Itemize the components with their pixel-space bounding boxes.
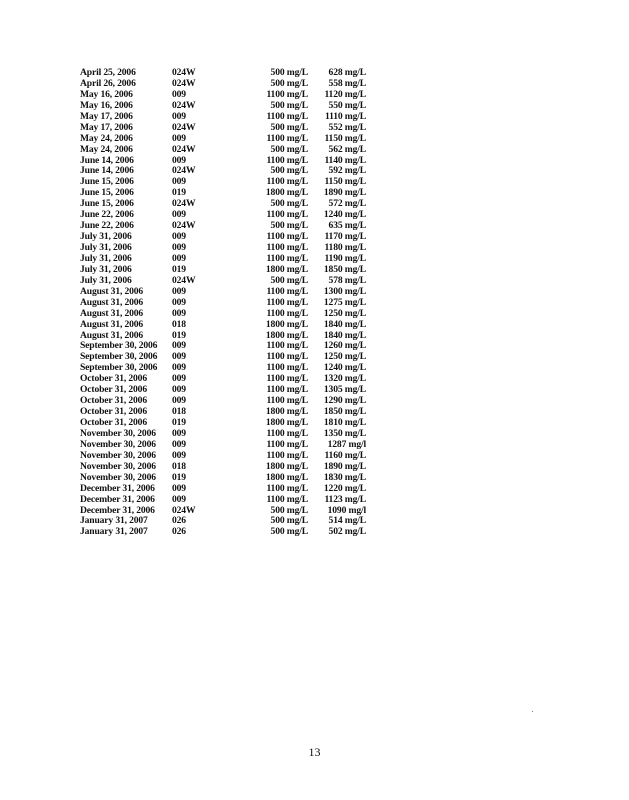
outfall-cell: 018 [172,460,186,472]
limit-cell: 1100 mg/L [266,231,308,243]
limit-cell: 1800 mg/L [265,318,308,330]
result-cell: 1240 mg/L [323,209,366,221]
outfall-cell: 009 [172,231,186,243]
result-cell: 1250 mg/L [323,351,366,363]
limit-cell: 1800 mg/L [265,417,308,428]
outfall-cell: 019 [172,263,186,275]
sample-date-cell: January 31, 2007 [80,515,148,527]
limit-cell: 500 mg/L [270,165,308,177]
sample-results-table [80,68,370,538]
sample-date-cell: November 30, 2006 [80,438,156,450]
limit-cell: 1100 mg/L [266,449,308,461]
limit-cell: 500 mg/L [270,121,308,133]
sample-date-cell: May 16, 2006 [80,99,133,111]
outfall-cell: 009 [172,427,186,439]
limit-cell: 1800 mg/L [265,460,308,472]
limit-cell: 1100 mg/L [266,176,308,188]
result-cell: 1110 mg/L [324,110,366,122]
table-row [80,298,370,309]
limit-cell: 1100 mg/L [266,132,308,144]
sample-date-cell: July 31, 2006 [80,242,132,253]
outfall-cell: 019 [172,329,186,341]
result-cell: 572 mg/L [328,198,366,210]
outfall-cell: 019 [172,471,186,483]
result-cell: 1090 mg/l [327,504,366,516]
sample-date-cell: December 31, 2006 [80,504,155,516]
result-cell: 1170 mg/L [324,231,366,243]
result-cell: 1140 mg/L [324,154,366,166]
table-row [80,309,370,320]
outfall-cell: 024W [172,67,196,78]
result-cell: 1890 mg/L [323,460,366,472]
table-row [80,473,370,484]
limit-cell: 500 mg/L [270,67,308,78]
outfall-cell: 009 [172,340,186,352]
limit-cell: 1100 mg/L [266,285,308,297]
limit-cell: 500 mg/L [270,274,308,286]
table-row [80,484,370,495]
table-row [80,123,370,134]
outfall-cell: 009 [172,296,186,308]
sample-date-cell: August 31, 2006 [80,307,144,319]
outfall-cell: 009 [172,395,186,407]
limit-cell: 1800 mg/L [265,263,308,275]
limit-cell: 500 mg/L [270,99,308,111]
sample-date-cell: August 31, 2006 [80,329,144,341]
outfall-cell: 009 [172,362,186,374]
sample-date-cell: July 31, 2006 [80,263,132,275]
result-cell: 552 mg/L [328,121,366,133]
outfall-cell: 009 [172,493,186,505]
sample-date-cell: June 14, 2006 [80,165,134,177]
sample-date-cell: October 31, 2006 [80,384,147,396]
outfall-cell: 009 [172,88,186,100]
outfall-cell: 026 [172,515,186,527]
sample-date-cell: October 31, 2006 [80,395,147,407]
result-cell: 502 mg/L [328,526,366,538]
result-cell: 592 mg/L [328,165,366,177]
limit-cell: 500 mg/L [270,198,308,210]
scan-speck [532,711,533,712]
result-cell: 1320 mg/L [323,373,366,385]
limit-cell: 1100 mg/L [266,438,308,450]
limit-cell: 1100 mg/L [266,110,308,122]
sample-date-cell: May 16, 2006 [80,88,133,100]
sample-date-cell: July 31, 2006 [80,231,132,243]
result-cell: 1180 mg/L [324,242,366,253]
result-cell: 1840 mg/L [323,318,366,330]
outfall-cell: 009 [172,438,186,450]
sample-date-cell: January 31, 2007 [80,526,148,538]
outfall-cell: 018 [172,406,186,418]
result-cell: 558 mg/L [328,77,366,89]
limit-cell: 1100 mg/L [266,296,308,308]
result-cell: 1260 mg/L [323,340,366,352]
outfall-cell: 009 [172,307,186,319]
sample-date-cell: June 15, 2006 [80,176,134,188]
outfall-cell: 009 [172,285,186,297]
table-row [80,145,370,156]
sample-date-cell: April 25, 2006 [80,67,136,78]
result-cell: 1150 mg/L [324,176,366,188]
result-cell: 1240 mg/L [323,362,366,374]
outfall-cell: 009 [172,482,186,494]
outfall-cell: 024W [172,99,196,111]
limit-cell: 500 mg/L [270,515,308,527]
sample-date-cell: November 30, 2006 [80,427,156,439]
sample-date-cell: June 15, 2006 [80,198,134,210]
outfall-cell: 009 [172,351,186,363]
limit-cell: 500 mg/L [270,77,308,89]
limit-cell: 1800 mg/L [265,187,308,199]
result-cell: 1840 mg/L [323,329,366,341]
page-number: 13 [308,745,321,759]
sample-date-cell: November 30, 2006 [80,460,156,472]
sample-date-cell: August 31, 2006 [80,318,144,330]
sample-date-cell: October 31, 2006 [80,406,147,418]
sample-date-cell: May 17, 2006 [80,110,133,122]
limit-cell: 1100 mg/L [266,395,308,407]
result-cell: 1275 mg/L [323,296,366,308]
result-cell: 1850 mg/L [323,263,366,275]
sample-date-cell: December 31, 2006 [80,493,155,505]
sample-date-cell: October 31, 2006 [80,373,147,385]
limit-cell: 1100 mg/L [266,351,308,363]
limit-cell: 500 mg/L [270,143,308,155]
limit-cell: 1800 mg/L [265,329,308,341]
result-cell: 1890 mg/L [323,187,366,199]
result-cell: 1290 mg/L [323,395,366,407]
result-cell: 1123 mg/L [324,493,366,505]
limit-cell: 1100 mg/L [266,340,308,352]
limit-cell: 1100 mg/L [266,252,308,264]
outfall-cell: 026 [172,526,186,538]
sample-date-cell: August 31, 2006 [80,296,144,308]
sample-date-cell: September 30, 2006 [80,362,158,374]
limit-cell: 500 mg/L [270,220,308,232]
sample-date-cell: May 24, 2006 [80,143,133,155]
sample-date-cell: May 24, 2006 [80,132,133,144]
result-cell: 1287 mg/l [327,438,366,450]
table-row [80,320,370,331]
result-cell: 635 mg/L [328,220,366,232]
outfall-cell: 009 [172,449,186,461]
result-cell: 1300 mg/L [323,285,366,297]
sample-date-cell: July 31, 2006 [80,252,132,264]
limit-cell: 1100 mg/L [266,384,308,396]
limit-cell: 1100 mg/L [266,362,308,374]
outfall-cell: 009 [172,132,186,144]
sample-date-cell: August 31, 2006 [80,285,144,297]
outfall-cell: 009 [172,110,186,122]
result-cell: 1350 mg/L [323,427,366,439]
outfall-cell: 024W [172,504,196,516]
outfall-cell: 024W [172,121,196,133]
sample-date-cell: November 30, 2006 [80,449,156,461]
outfall-cell: 009 [172,384,186,396]
sample-date-cell: June 15, 2006 [80,187,134,199]
outfall-cell: 019 [172,417,186,428]
result-cell: 550 mg/L [328,99,366,111]
outfall-cell: 024W [172,198,196,210]
outfall-cell: 024W [172,220,196,232]
limit-cell: 1100 mg/L [266,307,308,319]
result-cell: 1830 mg/L [323,471,366,483]
sample-date-cell: June 22, 2006 [80,209,134,221]
result-cell: 1250 mg/L [323,307,366,319]
result-cell: 1305 mg/L [323,384,366,396]
sample-date-cell: April 26, 2006 [80,77,136,89]
result-cell: 1160 mg/L [324,449,366,461]
outfall-cell: 009 [172,373,186,385]
result-cell: 1150 mg/L [324,132,366,144]
result-cell: 1190 mg/L [324,252,366,264]
result-cell: 578 mg/L [328,274,366,286]
limit-cell: 1100 mg/L [266,427,308,439]
sample-date-cell: September 30, 2006 [80,351,158,363]
outfall-cell: 024W [172,274,196,286]
outfall-cell: 009 [172,176,186,188]
limit-cell: 1100 mg/L [266,482,308,494]
limit-cell: 1100 mg/L [266,242,308,253]
limit-cell: 1100 mg/L [266,209,308,221]
outfall-cell: 009 [172,154,186,166]
result-cell: 1120 mg/L [324,88,366,100]
table-row [80,527,370,538]
limit-cell: 1100 mg/L [266,373,308,385]
limit-cell: 500 mg/L [270,504,308,516]
outfall-cell: 024W [172,165,196,177]
sample-date-cell: December 31, 2006 [80,482,155,494]
table-row [80,495,370,506]
result-cell: 1810 mg/L [323,417,366,428]
limit-cell: 1800 mg/L [265,471,308,483]
outfall-cell: 009 [172,252,186,264]
sample-date-cell: November 30, 2006 [80,471,156,483]
sample-date-cell: May 17, 2006 [80,121,133,133]
limit-cell: 1100 mg/L [266,154,308,166]
table-row [80,134,370,145]
result-cell: 628 mg/L [328,67,366,78]
sample-date-cell: October 31, 2006 [80,417,147,428]
outfall-cell: 009 [172,242,186,253]
sample-date-cell: June 14, 2006 [80,154,134,166]
limit-cell: 1800 mg/L [265,406,308,418]
limit-cell: 1100 mg/L [266,493,308,505]
result-cell: 1220 mg/L [323,482,366,494]
sample-date-cell: June 22, 2006 [80,220,134,232]
outfall-cell: 009 [172,209,186,221]
outfall-cell: 019 [172,187,186,199]
result-cell: 562 mg/L [328,143,366,155]
outfall-cell: 018 [172,318,186,330]
sample-date-cell: July 31, 2006 [80,274,132,286]
outfall-cell: 024W [172,77,196,89]
limit-cell: 500 mg/L [270,526,308,538]
result-cell: 1850 mg/L [323,406,366,418]
sample-date-cell: September 30, 2006 [80,340,158,352]
limit-cell: 1100 mg/L [266,88,308,100]
result-cell: 514 mg/L [328,515,366,527]
outfall-cell: 024W [172,143,196,155]
